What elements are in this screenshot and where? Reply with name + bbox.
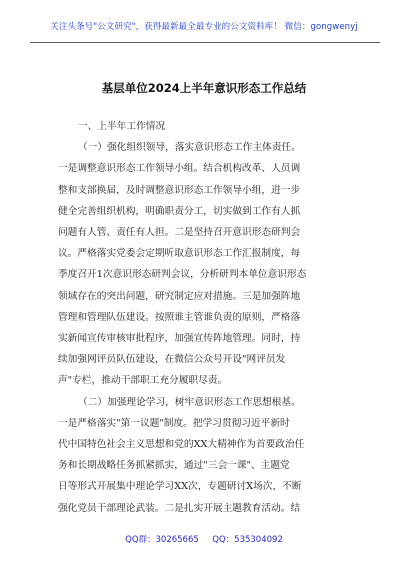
header-banner: 关注头条号"公文研究"，获得最新最全最专业的公文资料库！ 微信：gongwenyj: [50, 22, 358, 32]
document-title: 基层单位2024上半年意识形态工作总结: [101, 81, 307, 95]
paragraph-line: 管理和管理队伍建设。按照谁主管谁负责的原则，严格落: [58, 311, 301, 323]
subsection-heading: （二）加强理论学习，树牢意识形态工作思想根基。: [78, 396, 301, 408]
paragraph-line: 强化党员干部理论武装。二是扎实开展主题教育活动。结: [58, 502, 301, 514]
paragraph-line: 一是调整意识形态工作领导小组。结合机构改革、人员调: [58, 163, 301, 175]
paragraph-line: 务和长期战略任务抓紧抓实，通过"三会一课"、主题党: [58, 460, 290, 472]
paragraph-line: 代中国特色社会主义思想和党的XX大精神作为首要政治任: [58, 439, 305, 451]
footer-qq: QQ：535304092: [212, 535, 283, 545]
paragraph-line: 领域存在的突出问题，研究制定应对措施。三是加强阵地: [58, 290, 301, 302]
paragraph-line: 日等形式开展集中理论学习XX次，专题研讨X场次，不断: [58, 481, 302, 493]
footer-qq-group: QQ群：30265665: [125, 535, 199, 545]
paragraph-line: 整和支部换届，及时调整意识形态工作领导小组，进一步: [58, 184, 301, 196]
paragraph-line: 议。严格落实党委会定期听取意识形态工作汇报制度，每: [58, 248, 301, 260]
paragraph-line: 实新闻宣传审核审批程序，加强宣传阵地管理。同时，持: [58, 333, 301, 345]
subsection-heading: （一）强化组织领导，落实意识形态工作主体责任。: [78, 142, 301, 154]
paragraph-line: 一是严格落实"第一议题"制度。把学习贯彻习近平新时: [58, 417, 290, 429]
footer-contact: [0, 533, 408, 545]
paragraph-line: 声"专栏，推动干部职工充分履职尽责。: [58, 375, 228, 387]
document-body: [58, 116, 348, 519]
paragraph-line: 季度召开1次意识形态研判会议，分析研判本单位意识形态: [58, 269, 307, 281]
section-heading: 一、上半年工作情况: [78, 121, 166, 132]
paragraph-line: 续加强网评员队伍建设，在微信公众号开设"网评员发: [58, 354, 286, 366]
header-divider: [30, 42, 380, 43]
paragraph-line: 问题有人管、责任有人担。二是坚持召开意识形态研判会: [58, 227, 301, 239]
paragraph-line: 健全完善组织机构，明确职责分工，切实做到工作有人抓: [58, 205, 301, 217]
